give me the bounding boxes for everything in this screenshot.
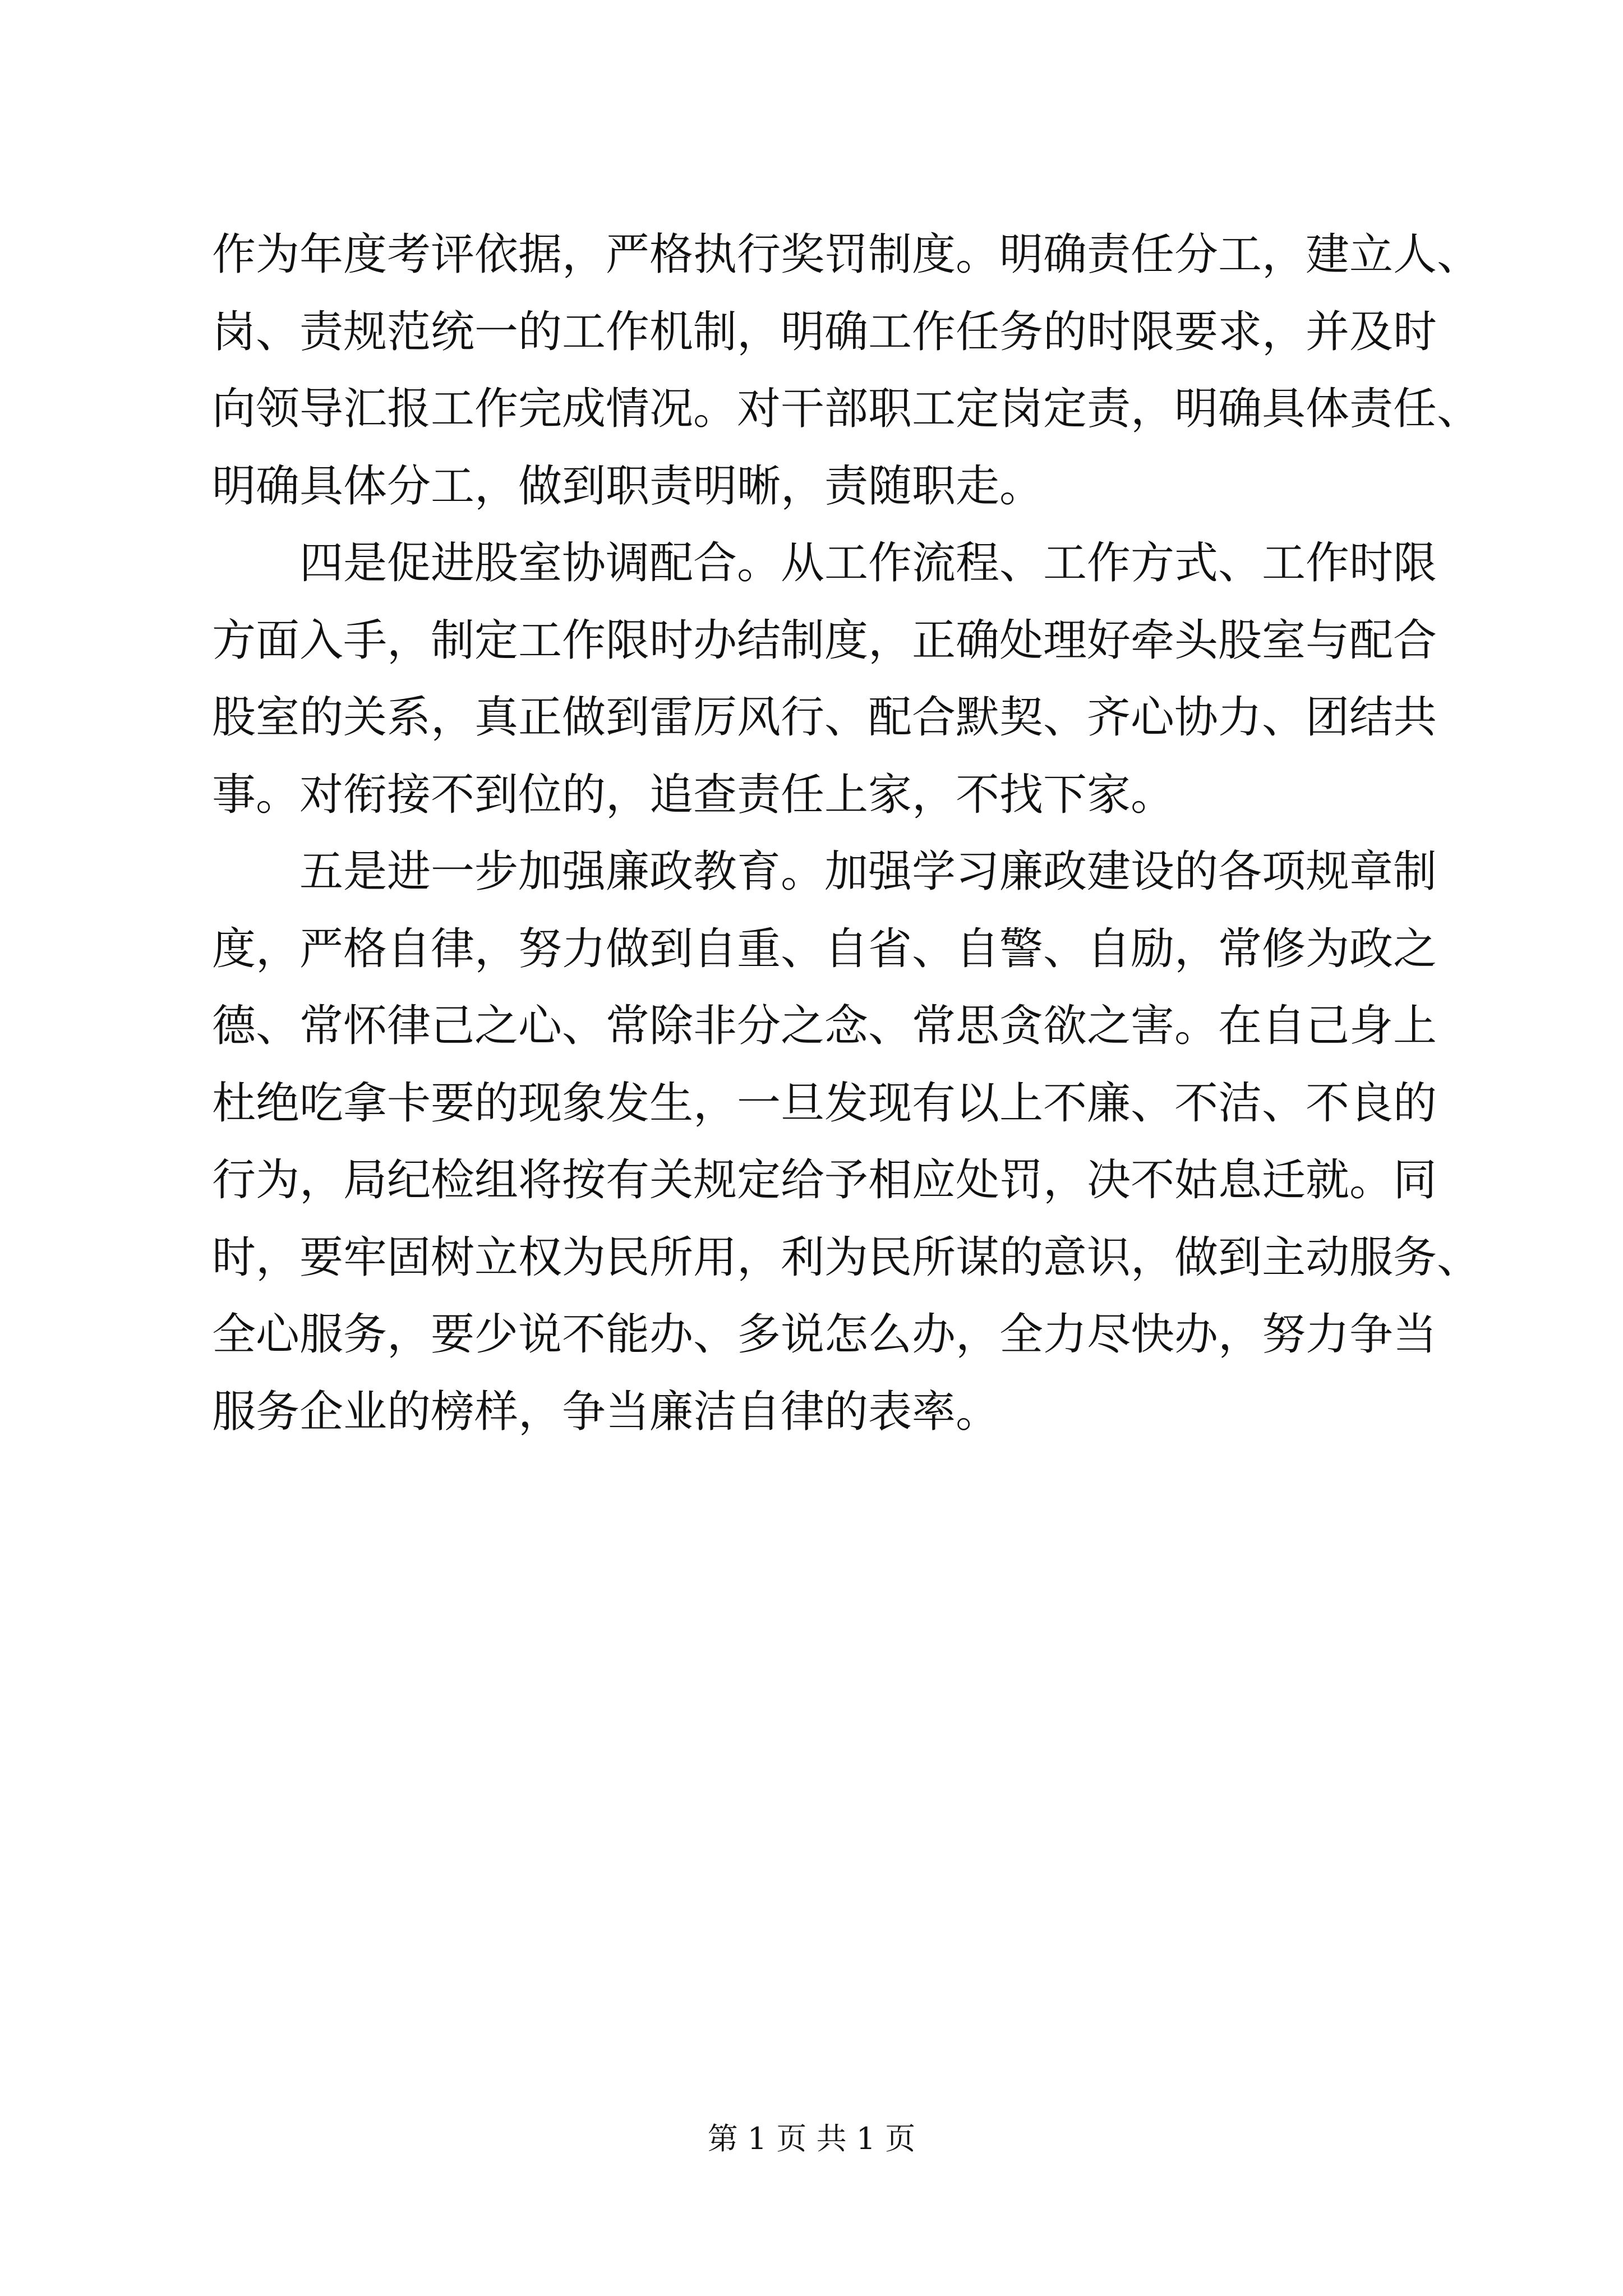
page-footer [0,2115,1623,2158]
paragraph-2-line-4: 事。对衔接不到位的，追查责任上家，不找下家。 [212,769,1175,820]
paragraph-3-line-2: 度，严格自律，努力做到自重、自省、自警、自励，常修为政之 [212,923,1437,974]
paragraph-2-line-3: 股室的关系，真正做到雷厉风行、配合默契、齐心协力、团结共 [212,692,1437,743]
paragraph-3-line-1: 五是进一步加强廉政教育。加强学习廉政建设的各项规章制 [299,846,1437,897]
paragraph-2-line-2: 方面入手，制定工作限时办结制度，正确处理好牵头股室与配合 [212,615,1437,666]
paragraph-1-line-4: 明确具体分工，做到职责明晰，责随职走。 [212,461,1044,512]
paragraph-3-line-8: 服务企业的榜样，争当廉洁自律的表率。 [212,1386,1000,1437]
paragraph-3-line-5: 行为，局纪检组将按有关规定给予相应处罚，决不姑息迁就。同 [212,1155,1437,1205]
paragraph-3-line-7: 全心服务，要少说不能办、多说怎么办，全力尽快办，努力争当 [212,1309,1437,1360]
paragraph-1-line-3: 向领导汇报工作完成情况。对干部职工定岗定责，明确具体责任、 [212,384,1481,434]
paragraph-3-line-3: 德、常怀律己之心、常除非分之念、常思贪欲之害。在自己身上 [212,1001,1437,1051]
paragraph-1-line-1: 作为年度考评依据，严格执行奖罚制度。明确责任分工，建立人、 [212,229,1481,280]
paragraph-2-line-1: 四是促进股室协调配合。从工作流程、工作方式、工作时限 [299,538,1437,588]
document-body [212,217,1481,1451]
page-number-label: 第 1 页 共 1 页 [707,2121,916,2156]
paragraph-1-line-2: 岗、责规范统一的工作机制，明确工作任务的时限要求，并及时 [212,306,1437,357]
paragraph-3-line-6: 时，要牢固树立权为民所用，利为民所谋的意识，做到主动服务、 [212,1232,1481,1283]
paragraph-3-line-4: 杜绝吃拿卡要的现象发生，一旦发现有以上不廉、不洁、不良的 [212,1078,1437,1129]
